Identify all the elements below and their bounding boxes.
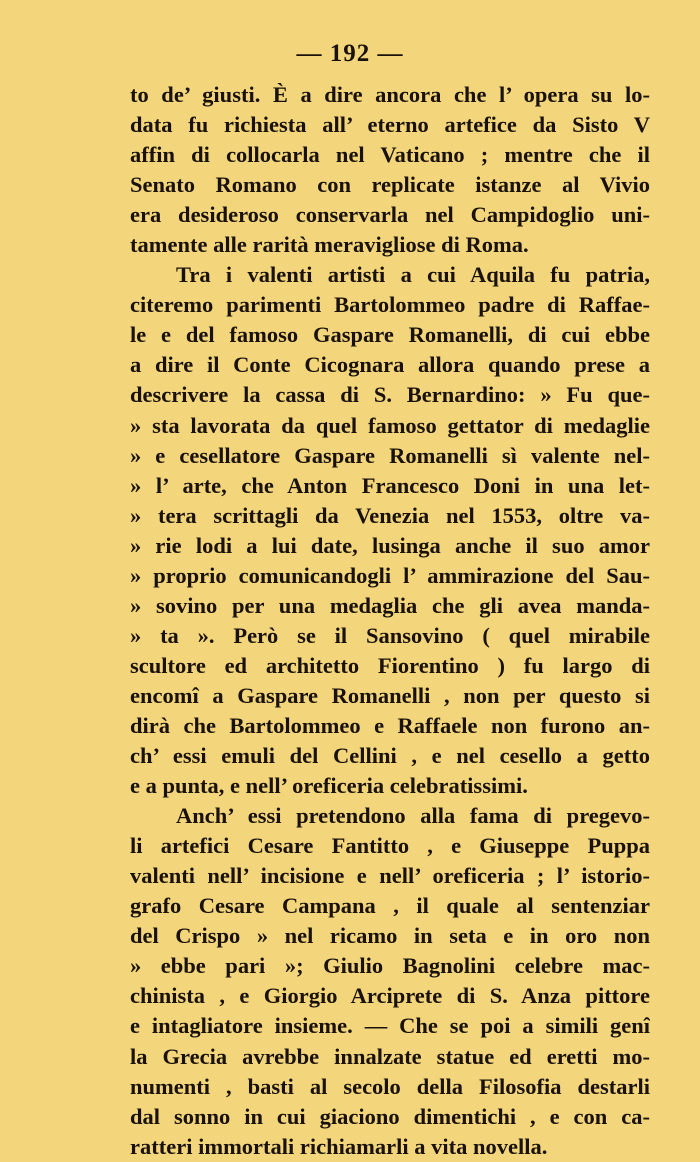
text-line: descrivere la cassa di S. Bernardino: » Fu que- xyxy=(130,382,650,408)
text-line: » tera scrittagli da Venezia nel 1553, oltre va- xyxy=(130,502,650,528)
text-line: citeremo parimenti Bartolommeo padre di Raffae- xyxy=(130,292,650,318)
text-line: numenti , basti al secolo della Filosofia destarli xyxy=(130,1073,650,1099)
text-line: » e cesellatore Gaspare Romanelli sì valente nel- xyxy=(130,442,650,468)
text-line: data fu richiesta all’ eterno artefice da Sisto V xyxy=(130,112,650,138)
text-line: valenti nell’ incisione e nell’ oreficeria ; l’ istorio- xyxy=(130,863,650,889)
text-line: scultore ed architetto Fiorentino ) fu largo di xyxy=(130,652,650,678)
text-line: grafo Cesare Campana , il quale al sentenziar xyxy=(130,893,650,919)
text-line: li artefici Cesare Fantitto , e Giuseppe Puppa xyxy=(130,833,650,859)
text-line: Anch’ essi pretendono alla fama di pregevo- xyxy=(176,803,650,829)
text-line: a dire il Conte Cicognara allora quando prese a xyxy=(130,352,650,378)
text-line: dal sonno in cui giaciono dimentichi , e con ca- xyxy=(130,1103,650,1129)
text-line: » ebbe pari »; Giulio Bagnolini celebre mac- xyxy=(130,953,650,979)
text-line: ratteri immortali richiamarli a vita novella. xyxy=(130,1133,548,1159)
text-line: e a punta, e nell’ oreficeria celebratissimi. xyxy=(130,773,528,799)
text-line: ch’ essi emuli del Cellini , e nel cesello a getto xyxy=(130,743,650,769)
text-line: le e del famoso Gaspare Romanelli, di cui ebbe xyxy=(130,322,650,348)
body-text xyxy=(130,80,650,1162)
text-line: Tra i valenti artisti a cui Aquila fu patria, xyxy=(176,262,650,288)
text-line: » rie lodi a lui date, lusinga anche il suo amor xyxy=(130,532,650,558)
text-line: » ta ». Però se il Sansovino ( quel mirabile xyxy=(130,622,650,648)
text-line: la Grecia avrebbe innalzate statue ed eretti mo- xyxy=(130,1043,650,1069)
text-line: del Crispo » nel ricamo in seta e in oro non xyxy=(130,923,650,949)
text-line: » proprio comunicandogli l’ ammirazione del Sau- xyxy=(130,562,650,588)
text-line: dirà che Bartolommeo e Raffaele non furono an- xyxy=(130,712,650,738)
text-line: chinista , e Giorgio Arciprete di S. Anza pittore xyxy=(130,983,650,1009)
text-line: affin di collocarla nel Vaticano ; mentre che il xyxy=(130,142,650,168)
page-number: — 192 — xyxy=(296,40,404,67)
text-line: » sta lavorata da quel famoso gettator di medaglie xyxy=(130,412,650,438)
text-line: e intagliatore insieme. — Che se poi a simili genî xyxy=(130,1013,650,1039)
text-line: era desideroso conservarla nel Campidoglio uni- xyxy=(130,202,650,228)
text-line: Senato Romano con replicate istanze al Vivio xyxy=(130,172,650,198)
text-line: encomî a Gaspare Romanelli , non per questo si xyxy=(130,682,650,708)
text-line: tamente alle rarità meravigliose di Roma. xyxy=(130,232,529,258)
text-line: » l’ arte, che Anton Francesco Doni in una let- xyxy=(130,472,650,498)
text-line: » sovino per una medaglia che gli avea manda- xyxy=(130,592,650,618)
text-line: to de’ giusti. È a dire ancora che l’ opera su lo- xyxy=(130,82,650,107)
